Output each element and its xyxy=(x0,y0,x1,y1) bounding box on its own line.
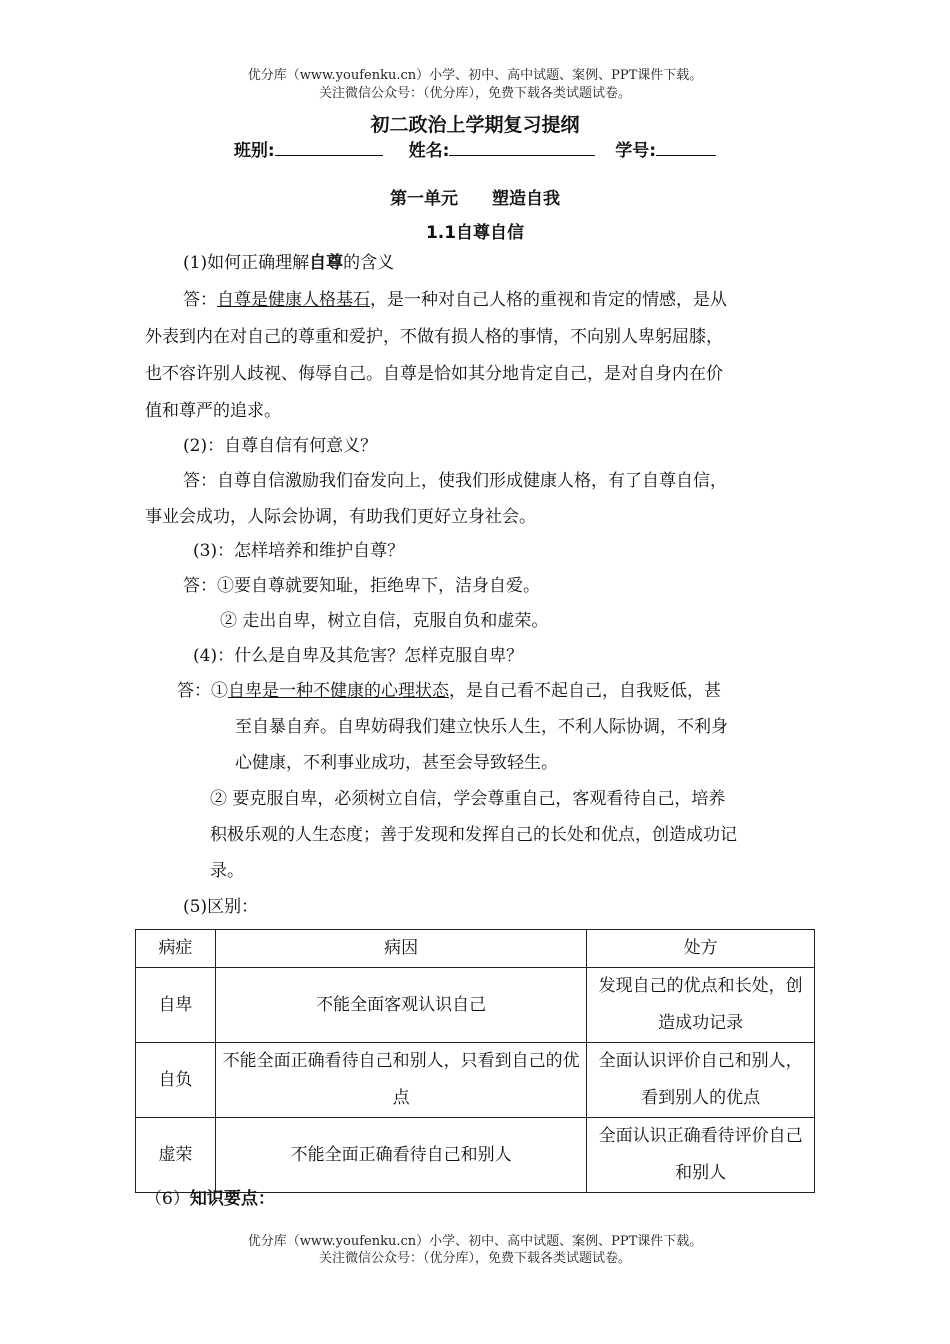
id-blank[interactable] xyxy=(656,139,716,156)
answer-4-item-2-line-1: ② 要克服自卑，必须树立自信，学会尊重自己，客观看待自己，培养 xyxy=(210,789,726,809)
answer-4-item-1-line-2: 至自暴自弃。自卑妨碍我们建立快乐人生，不利人际协调，不利身 xyxy=(235,717,728,737)
header-line-1: 优分库（www.youfenku.cn）小学、初中、高中试题、案例、PPT课件下载。 xyxy=(247,68,703,83)
answer-1-line-2: 外表到内在对自己的尊重和爱护，不做有损人格的事情，不向别人卑躬屈膝， xyxy=(145,327,723,347)
table-cell-disease: 自卑 xyxy=(136,968,216,1043)
answer-4-item-1-line-3: 心健康，不利事业成功，甚至会导致轻生。 xyxy=(235,753,558,773)
table-cell-cause: 不能全面正确看待自己和别人 xyxy=(215,1118,586,1193)
table-cell-remedy: 发现自己的优点和长处，创造成功记录 xyxy=(587,968,815,1043)
answer-4-item-2-line-3: 录。 xyxy=(210,861,244,881)
unit-title: 第一单元 塑造自我 xyxy=(390,189,560,209)
answer-4-item-2-line-2: 积极乐观的人生态度；善于发现和发挥自己的长处和优点，创造成功记 xyxy=(210,825,737,845)
footer-line-1: 优分库（www.youfenku.cn）小学、初中、高中试题、案例、PPT课件下载。 xyxy=(247,1234,703,1249)
table-header-row xyxy=(136,930,815,968)
answer-4-item-1-line-1: 答：①自卑是一种不健康的心理状态，是自己看不起自己，自我贬低，甚 xyxy=(177,681,721,701)
question-1: (1)如何正确理解自尊的含义 xyxy=(183,253,395,273)
table-header-cell: 处方 xyxy=(587,930,815,968)
answer-1-line-1: 答：自尊是健康人格基石，是一种对自己人格的重视和肯定的情感，是从 xyxy=(183,290,727,310)
answer-3-item-2: ② 走出自卑，树立自信，克服自负和虚荣。 xyxy=(220,611,549,631)
class-label: 班别: xyxy=(233,141,275,161)
table-row xyxy=(136,1118,815,1193)
answer-2-line-2: 事业会成功，人际会协调，有助我们更好立身社会。 xyxy=(145,507,536,527)
table-row xyxy=(136,968,815,1043)
question-4: (4)：什么是自卑及其危害？怎样克服自卑？ xyxy=(193,646,524,666)
answer-3-item-1: 答：①要自尊就要知耻，拒绝卑下，洁身自爱。 xyxy=(183,576,540,596)
question-2: (2)：自尊自信有何意义？ xyxy=(183,436,378,456)
question-5-label: (5)区别： xyxy=(183,897,259,917)
id-label: 学号: xyxy=(615,141,657,161)
table-header-cell: 病因 xyxy=(215,930,586,968)
section-title: 1.1自尊自信 xyxy=(425,223,525,243)
footer-line-2: 关注微信公众号：（优分库），免费下载各类试题试卷。 xyxy=(318,1251,631,1266)
table-cell-remedy: 全面认识正确看待评价自己和别人 xyxy=(587,1118,815,1193)
table-header-cell: 病症 xyxy=(136,930,216,968)
comparison-table xyxy=(135,929,815,1193)
question-6-label: （6）知识要点： xyxy=(145,1189,275,1209)
table-cell-cause: 不能全面客观认识自己 xyxy=(215,968,586,1043)
table-cell-remedy: 全面认识评价自己和别人，看到别人的优点 xyxy=(587,1043,815,1118)
table-row xyxy=(136,1043,815,1118)
header-line-2: 关注微信公众号：（优分库），免费下载各类试题试卷。 xyxy=(318,86,631,101)
key-phrase-self-respect: 自尊是健康人格基石 xyxy=(217,290,370,310)
table-cell-disease: 虚荣 xyxy=(136,1118,216,1193)
key-phrase-inferiority: 自卑是一种不健康的心理状态 xyxy=(228,681,449,701)
class-blank[interactable] xyxy=(275,139,383,156)
table-cell-cause: 不能全面正确看待自己和别人，只看到自己的优点 xyxy=(215,1043,586,1118)
name-blank[interactable] xyxy=(449,139,595,156)
page-title: 初二政治上学期复习提纲 xyxy=(370,114,580,136)
answer-2-line-1: 答：自尊自信激励我们奋发向上，使我们形成健康人格，有了自尊自信， xyxy=(183,471,727,491)
table-cell-disease: 自负 xyxy=(136,1043,216,1118)
name-label: 姓名: xyxy=(408,141,450,161)
question-3: (3)：怎样培养和维护自尊？ xyxy=(193,541,405,561)
student-info-line xyxy=(0,136,950,161)
answer-1-line-3: 也不容许别人歧视、侮辱自己。自尊是恰如其分地肯定自己，是对自身内在价 xyxy=(145,364,723,384)
answer-1-line-4: 值和尊严的追求。 xyxy=(145,401,281,421)
